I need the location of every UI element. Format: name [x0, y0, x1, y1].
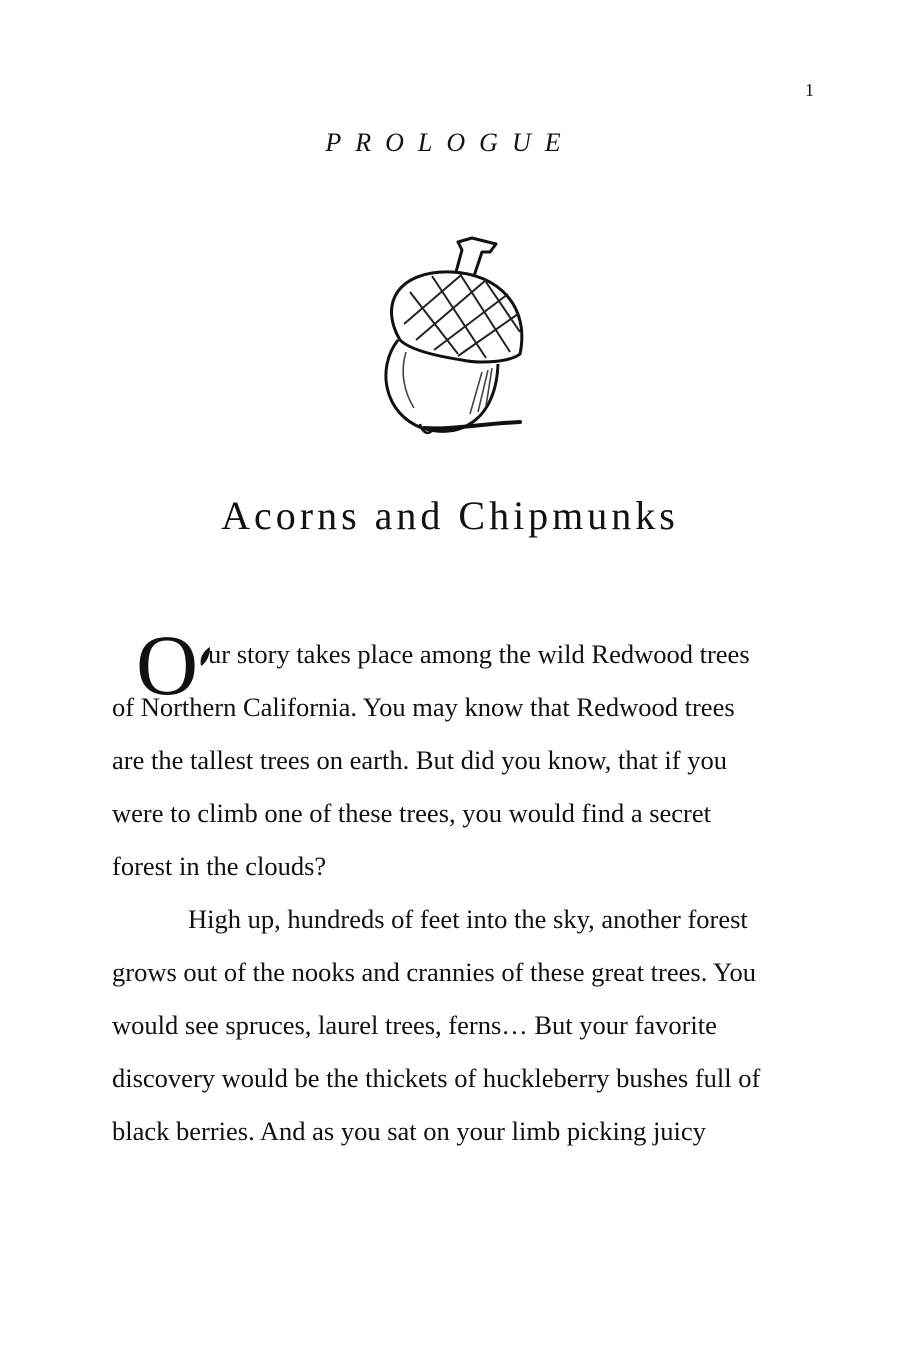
drop-cap: O — [136, 617, 199, 713]
section-heading: PROLOGUE — [325, 128, 575, 157]
paragraph-1-line-3: are the tallest trees on earth. But did you know, that if you — [112, 745, 727, 775]
acorn-icon — [370, 232, 530, 437]
paragraph-2-line-2: grows out of the nooks and crannies of these great trees. You — [112, 957, 756, 987]
body-text — [112, 617, 802, 1158]
paragraph-1-line-4: were to climb one of these trees, you would find a secret — [112, 798, 711, 828]
paragraph-2-line-3: would see spruces, laurel trees, ferns… But your favorite — [112, 1010, 717, 1040]
paragraph-1-line-1: ur story takes place among the wild Redwood trees — [208, 639, 750, 669]
chapter-title: Acorns and Chipmunks — [221, 493, 679, 538]
paragraph-1 — [112, 617, 802, 893]
paragraph-1-line-5: forest in the clouds? — [112, 851, 327, 881]
paragraph-2-line-4: discovery would be the thickets of huckleberry bushes full of — [112, 1063, 761, 1093]
paragraph-2-line-5: black berries. And as you sat on your limb picking juicy — [112, 1116, 706, 1146]
paragraph-2-line-1: High up, hundreds of feet into the sky, another forest — [188, 904, 748, 934]
paragraph-1-line-2: of Northern California. You may know that Redwood trees — [112, 692, 735, 722]
page-number: 1 — [805, 80, 814, 100]
leaf-ornament-icon — [199, 646, 211, 668]
paragraph-2 — [112, 893, 802, 1158]
